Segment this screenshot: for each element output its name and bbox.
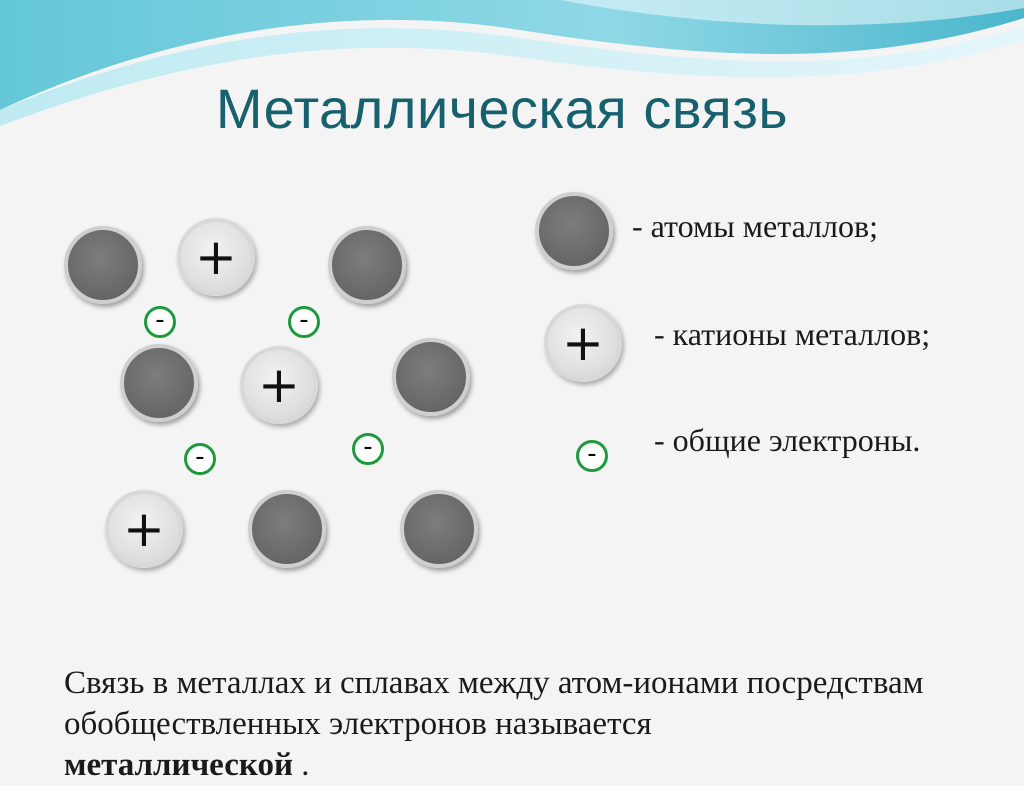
metal-cation	[105, 490, 183, 568]
legend-atom-label: - атомы металлов;	[632, 208, 878, 244]
minus-sign: -	[363, 432, 373, 462]
metal-atom	[400, 490, 478, 568]
plus-sign: +	[123, 500, 165, 558]
minus-sign: -	[155, 305, 165, 335]
metal-cation	[240, 346, 318, 424]
metal-atom	[328, 226, 406, 304]
metal-atom	[64, 226, 142, 304]
free-electron	[184, 443, 216, 475]
legend-electron-icon	[576, 440, 608, 472]
metal-atom	[120, 344, 198, 422]
metal-cation	[177, 218, 255, 296]
definition-ending: .	[292, 747, 310, 783]
legend-electron-label: - общие электроны.	[654, 422, 921, 458]
legend-cation-label: - катионы металлов;	[654, 316, 931, 352]
definition-text: Связь в металлах и сплавах между атом-ионами посредствам обобществленных электронов называется	[64, 665, 924, 742]
plus-sign: +	[195, 228, 237, 286]
plus-sign: +	[562, 314, 604, 372]
free-electron	[288, 306, 320, 338]
metal-atom	[392, 338, 470, 416]
minus-sign: -	[195, 442, 205, 472]
slide-title: Металлическая связь	[215, 77, 789, 140]
legend-atom-icon	[535, 192, 613, 270]
minus-sign: -	[299, 305, 309, 335]
metal-atom	[248, 490, 326, 568]
definition-term: металлической	[64, 747, 293, 783]
minus-sign: -	[587, 439, 597, 469]
legend-cation-icon	[544, 304, 622, 382]
plus-sign: +	[258, 356, 300, 414]
free-electron	[144, 306, 176, 338]
free-electron	[352, 433, 384, 465]
